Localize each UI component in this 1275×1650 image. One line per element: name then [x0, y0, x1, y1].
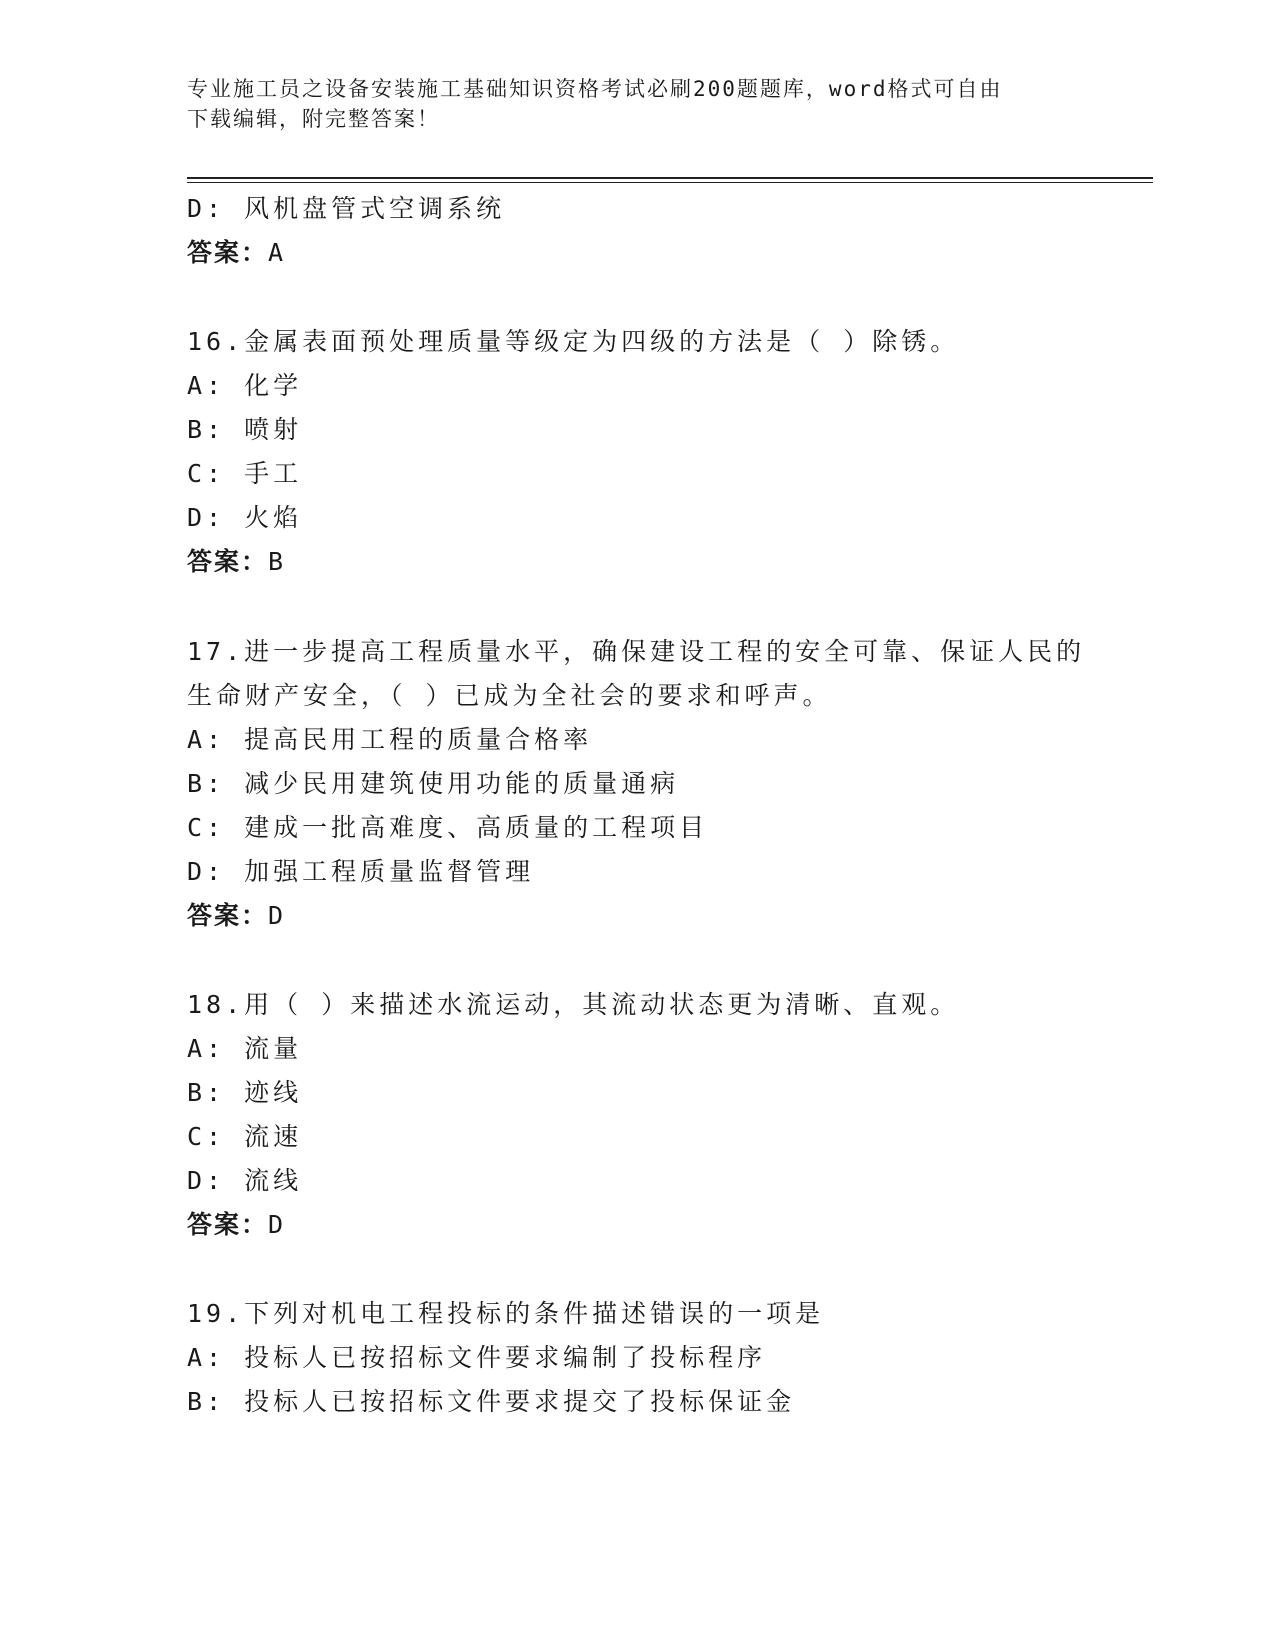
q19-stem: 19.下列对机电工程投标的条件描述错误的一项是	[187, 1299, 825, 1328]
q16-option-d: D: 火焰	[187, 503, 303, 532]
document-header	[187, 74, 1087, 134]
q16-option-a: A: 化学	[187, 371, 303, 400]
answer-label: 答案：	[187, 901, 269, 930]
q16-stem: 16.金属表面预处理质量等级定为四级的方法是（ ）除锈。	[187, 327, 960, 356]
header-line-1: 专业施工员之设备安装施工基础知识资格考试必刷200题题库，word格式可自由	[187, 77, 1003, 101]
q18-option-c: C: 流速	[187, 1122, 303, 1151]
q15-answer	[187, 237, 285, 269]
q18-option-b: B: 迹线	[187, 1078, 303, 1107]
q19-option-b: B: 投标人已按招标文件要求提交了投标保证金	[187, 1387, 796, 1416]
answer-value: B	[268, 547, 286, 576]
answer-label: 答案：	[187, 238, 269, 267]
q18-option-a: A: 流量	[187, 1034, 303, 1063]
header-line-2: 下载编辑，附完整答案！	[187, 107, 440, 131]
q16-option-b: B: 喷射	[187, 415, 303, 444]
q16-option-c: C: 手工	[187, 459, 303, 488]
q17-option-d: D: 加强工程质量监督管理	[187, 857, 535, 886]
q17-stem-line-2: 生命财产安全，（ ）已成为全社会的要求和呼声。	[187, 681, 832, 710]
answer-value: A	[268, 238, 286, 267]
header-divider-thin	[187, 182, 1153, 183]
answer-value: D	[268, 901, 286, 930]
q17-option-b: B: 减少民用建筑使用功能的质量通病	[187, 769, 680, 798]
q15-option-d: D: 风机盘管式空调系统	[187, 194, 506, 223]
q17-option-a: A: 提高民用工程的质量合格率	[187, 725, 593, 754]
q17-stem-line-1: 17.进一步提高工程质量水平，确保建设工程的安全可靠、保证人民的	[187, 637, 1086, 666]
q18-answer	[187, 1209, 285, 1241]
q16-answer	[187, 546, 285, 578]
answer-label: 答案：	[187, 1210, 269, 1239]
q18-option-d: D: 流线	[187, 1166, 303, 1195]
header-divider-thick	[187, 177, 1153, 179]
answer-value: D	[268, 1210, 286, 1239]
answer-label: 答案：	[187, 547, 269, 576]
q19-option-a: A: 投标人已按招标文件要求编制了投标程序	[187, 1343, 767, 1372]
q17-answer	[187, 900, 285, 932]
q18-stem: 18.用（ ）来描述水流运动，其流动状态更为清晰、直观。	[187, 990, 960, 1019]
q17-option-c: C: 建成一批高难度、高质量的工程项目	[187, 813, 709, 842]
